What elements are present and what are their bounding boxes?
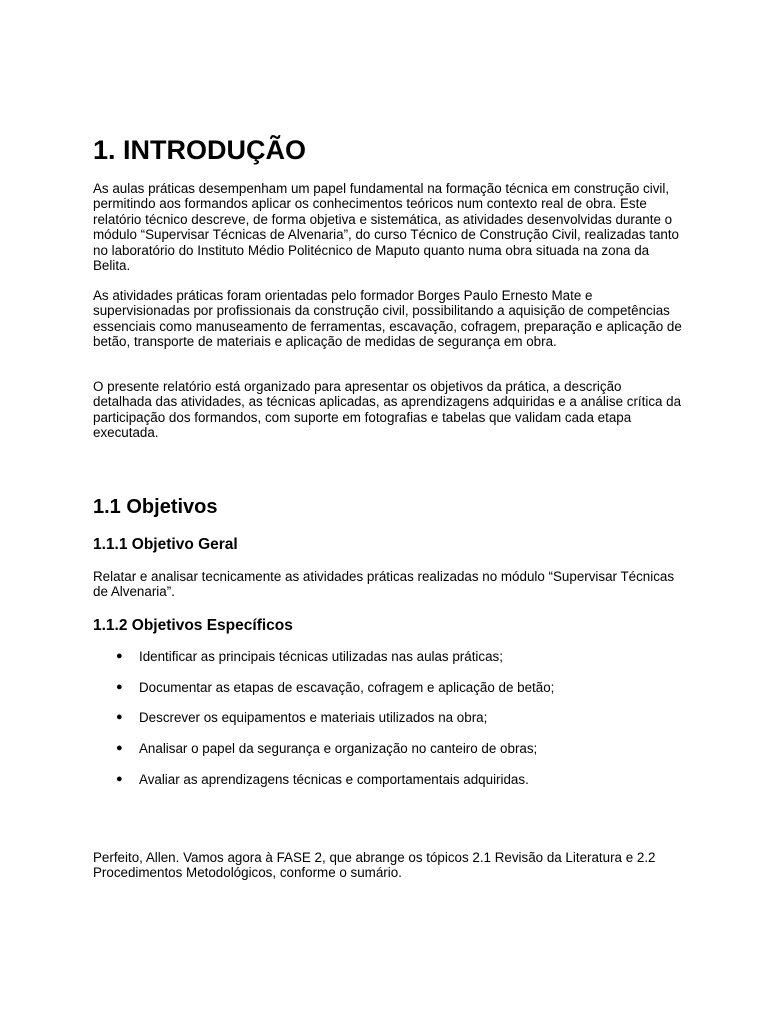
closing-paragraph: Perfeito, Allen. Vamos agora à FASE 2, que abrange os tópicos 2.1 Revisão da Literatura e 2.2 Procedimentos Metodológicos, conforme o sumário. — [93, 850, 656, 881]
page-title: 1. INTRODUÇÃO — [93, 135, 307, 165]
list-item — [93, 741, 554, 772]
list-item-text: Descrever os equipamentos e materiais utilizados na obra; — [139, 710, 488, 726]
subsection-heading-objetivo-geral: 1.1.1 Objetivo Geral — [93, 536, 238, 553]
bullet-icon: ● — [116, 680, 123, 693]
list-item — [93, 680, 554, 711]
bullet-icon: ● — [116, 711, 123, 724]
intro-paragraph-3: O presente relatório está organizado para apresentar os objetivos da prática, a descrição detalhada das atividades, as técnicas aplicadas, as aprendizagens adquiridas e a análise crítica da participação dos formandos, com suporte em fotografias e tabelas que validam cada etapa executada. — [93, 379, 682, 441]
intro-paragraph-2: As atividades práticas foram orientadas pelo formador Borges Paulo Ernesto Mate e supervisionadas por profissionais da construção civil, possibilitando a aquisição de competências essenciais como manuseamento de ferramentas, escavação, cofragem, preparação e aplicação de betão, transporte de materiais e aplicação de medidas de segurança em obra. — [93, 288, 682, 350]
intro-paragraph-1: As aulas práticas desempenham um papel fundamental na formação técnica em construção civil, permitindo aos formandos aplicar os conhecimentos teóricos num contexto real de obra. Este relatório técnico descreve, de forma objetiva e sistemática, as atividades desenvolvidas durante o módulo “Supervisar Técnicas de Alvenaria”, do curso Técnico de Construção Civil, realizadas tanto no laboratório do Instituto Médio Politécnico de Maputo quanto numa obra situada na zona da Belita. — [93, 181, 680, 274]
list-item-text: Identificar as principais técnicas utilizadas nas aulas práticas; — [139, 649, 503, 664]
list-item — [93, 772, 554, 803]
section-heading-objetivos: 1.1 Objetivos — [93, 496, 218, 518]
list-item — [93, 649, 554, 680]
bullet-icon: ● — [116, 772, 123, 785]
bullet-icon: ● — [116, 650, 123, 662]
subsection-heading-objetivos-especificos: 1.1.2 Objetivos Específicos — [93, 617, 293, 634]
list-item-text: Analisar o papel da segurança e organização no canteiro de obras; — [139, 741, 538, 757]
list-item-text: Documentar as etapas de escavação, cofragem e aplicação de betão; — [139, 679, 555, 695]
list-item-text: Avaliar as aprendizagens técnicas e comportamentais adquiridas. — [139, 771, 529, 787]
objetivos-especificos-list — [93, 649, 554, 802]
objetivo-geral-text: Relatar e analisar tecnicamente as atividades práticas realizadas no módulo “Supervisar Técnicas de Alvenaria”. — [93, 569, 675, 600]
list-item — [93, 710, 554, 741]
bullet-icon: ● — [116, 742, 123, 755]
